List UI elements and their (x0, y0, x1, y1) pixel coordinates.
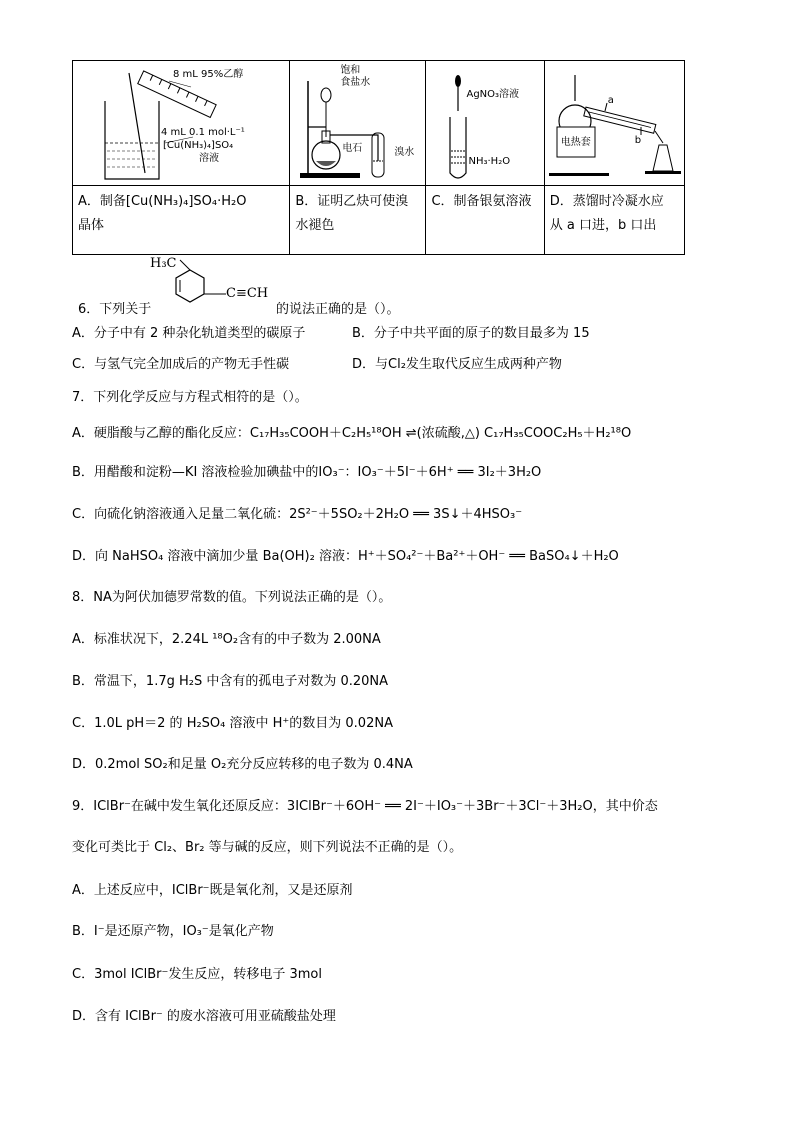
option-c-caption (426, 186, 544, 255)
q7-option-a: A．硬脂酸与乙醇的酯化反应：C₁₇H₃₅COOH＋C₂H₅¹⁸OH ⇌(浓硫酸,△) C₁₇H₃₅COOC₂H₅＋H₂¹⁸O (72, 426, 632, 441)
caption-c-line1: C．制备银氨溶液 (431, 194, 532, 209)
q7-option-d: D．向 NaHSO₄ 溶液中滴加少量 Ba(OH)₂ 溶液：H⁺＋SO₄²⁻＋Ba²⁺＋OH⁻ ══ BaSO₄↓＋H₂O (72, 549, 619, 564)
q9-option-d: D．含有 IClBr⁻ 的废水溶液可用亚硫酸盐处理 (72, 1009, 336, 1024)
figure-b-saturated-label: 饱和 (340, 65, 361, 76)
figure-a-ethanol-label: 8 mL 95%乙醇 (173, 69, 244, 80)
figure-a-conc-label: 4 mL 0.1 mol·L⁻¹ (161, 127, 245, 138)
apparatus-table (72, 60, 685, 255)
figure-b-salt-water-label: 食盐水 (340, 77, 371, 88)
q9-option-a: A．上述反应中，IClBr⁻既是氧化剂，又是还原剂 (72, 883, 353, 898)
option-d-caption (544, 186, 684, 255)
q6-stem-prefix: 6．下列关于 (78, 302, 152, 317)
q7-option-c: C．向硫化钠溶液通入足量二氧化硫：2S²⁻＋5SO₂＋2H₂O ══ 3S↓＋4HSO₃⁻ (72, 507, 523, 522)
caption-b-line2: 水褪色 (295, 218, 335, 233)
figure-a-solution-label: 溶液 (199, 153, 219, 164)
q6-stem-suffix: 的说法正确的是（）。 (276, 302, 400, 317)
q9-option-c: C．3mol IClBr⁻发生反应，转移电子 3mol (72, 967, 322, 982)
figure-b-bromine-water-label: 溴水 (394, 147, 415, 158)
q6-option-b: B．分子中共平面的原子的数目最多为 15 (352, 326, 590, 341)
figure-d-port-b-label: b (634, 135, 642, 146)
q8-option-b: B．常温下，1.7g H₂S 中含有的孤电子对数为 0.20NA (72, 674, 389, 689)
q9-stem-line1: 9．IClBr⁻在碱中发生氧化还原反应：3IClBr⁻＋6OH⁻ ══ 2I⁻＋IO₃⁻＋3Br⁻＋3Cl⁻＋3H₂O，其中价态 (72, 799, 658, 814)
q8-option-c: C．1.0L pH＝2 的 H₂SO₄ 溶液中 H⁺的数目为 0.02NA (72, 716, 393, 731)
caption-d-line2: 从 a 口进，b 口出 (549, 218, 657, 233)
caption-a-line1: A．制备[Cu(NH₃)₄]SO₄·H₂O (78, 194, 247, 209)
figure-a-cell (73, 61, 290, 186)
figure-b-carbide-label: 电石 (342, 143, 363, 154)
q8-stem: 8．NA为阿伏加德罗常数的值。下列说法正确的是（）。 (72, 590, 392, 605)
caption-a-line2: 晶体 (78, 218, 105, 233)
structure-alkyne-label: C≡CH (226, 286, 269, 301)
caption-d-line1: D．蒸馏时冷凝水应 (549, 194, 664, 209)
figure-b-cell (290, 61, 426, 186)
structure-ch3-label: H₃C (150, 256, 177, 271)
caption-b-line1: B．证明乙炔可使溴 (295, 194, 409, 209)
figure-d-port-a-label: a (607, 95, 614, 106)
option-b-caption (290, 186, 426, 255)
figure-d-heater-label: 电热套 (560, 137, 591, 148)
figure-c-ammonia-label: NH₃·H₂O (468, 156, 511, 167)
q7-stem: 7．下列化学反应与方程式相符的是（）。 (72, 390, 308, 405)
figure-a-complex-label: [Cu(NH₃)₄]SO₄ (163, 140, 234, 151)
q6-option-d: D．与Cl₂发生取代反应生成两种产物 (352, 357, 562, 372)
q8-option-a: A．标准状况下，2.24L ¹⁸O₂含有的中子数为 2.00NA (72, 632, 381, 647)
figure-c-cell (426, 61, 544, 186)
q6-option-c: C．与氢气完全加成后的产物无手性碳 (72, 357, 290, 372)
distillation-figure (545, 61, 685, 185)
figure-d-cell (544, 61, 684, 186)
q9-option-b: B．I⁻是还原产物，IO₃⁻是氧化产物 (72, 924, 274, 939)
q8-option-d: D．0.2mol SO₂和足量 O₂充分反应转移的电子数为 0.4NA (72, 757, 413, 772)
q6-option-a: A．分子中有 2 种杂化轨道类型的碳原子 (72, 326, 306, 341)
q9-stem-line2: 变化可类比于 Cl₂、Br₂ 等与碱的反应，则下列说法不正确的是（）。 (72, 840, 463, 855)
option-a-caption (73, 186, 290, 255)
figure-c-silver-nitrate-label: AgNO₃溶液 (466, 89, 520, 100)
q7-option-b: B．用醋酸和淀粉—KI 溶液检验加碘盐中的IO₃⁻：IO₃⁻＋5I⁻＋6H⁺ ══ 3I₂＋3H₂O (72, 465, 542, 480)
